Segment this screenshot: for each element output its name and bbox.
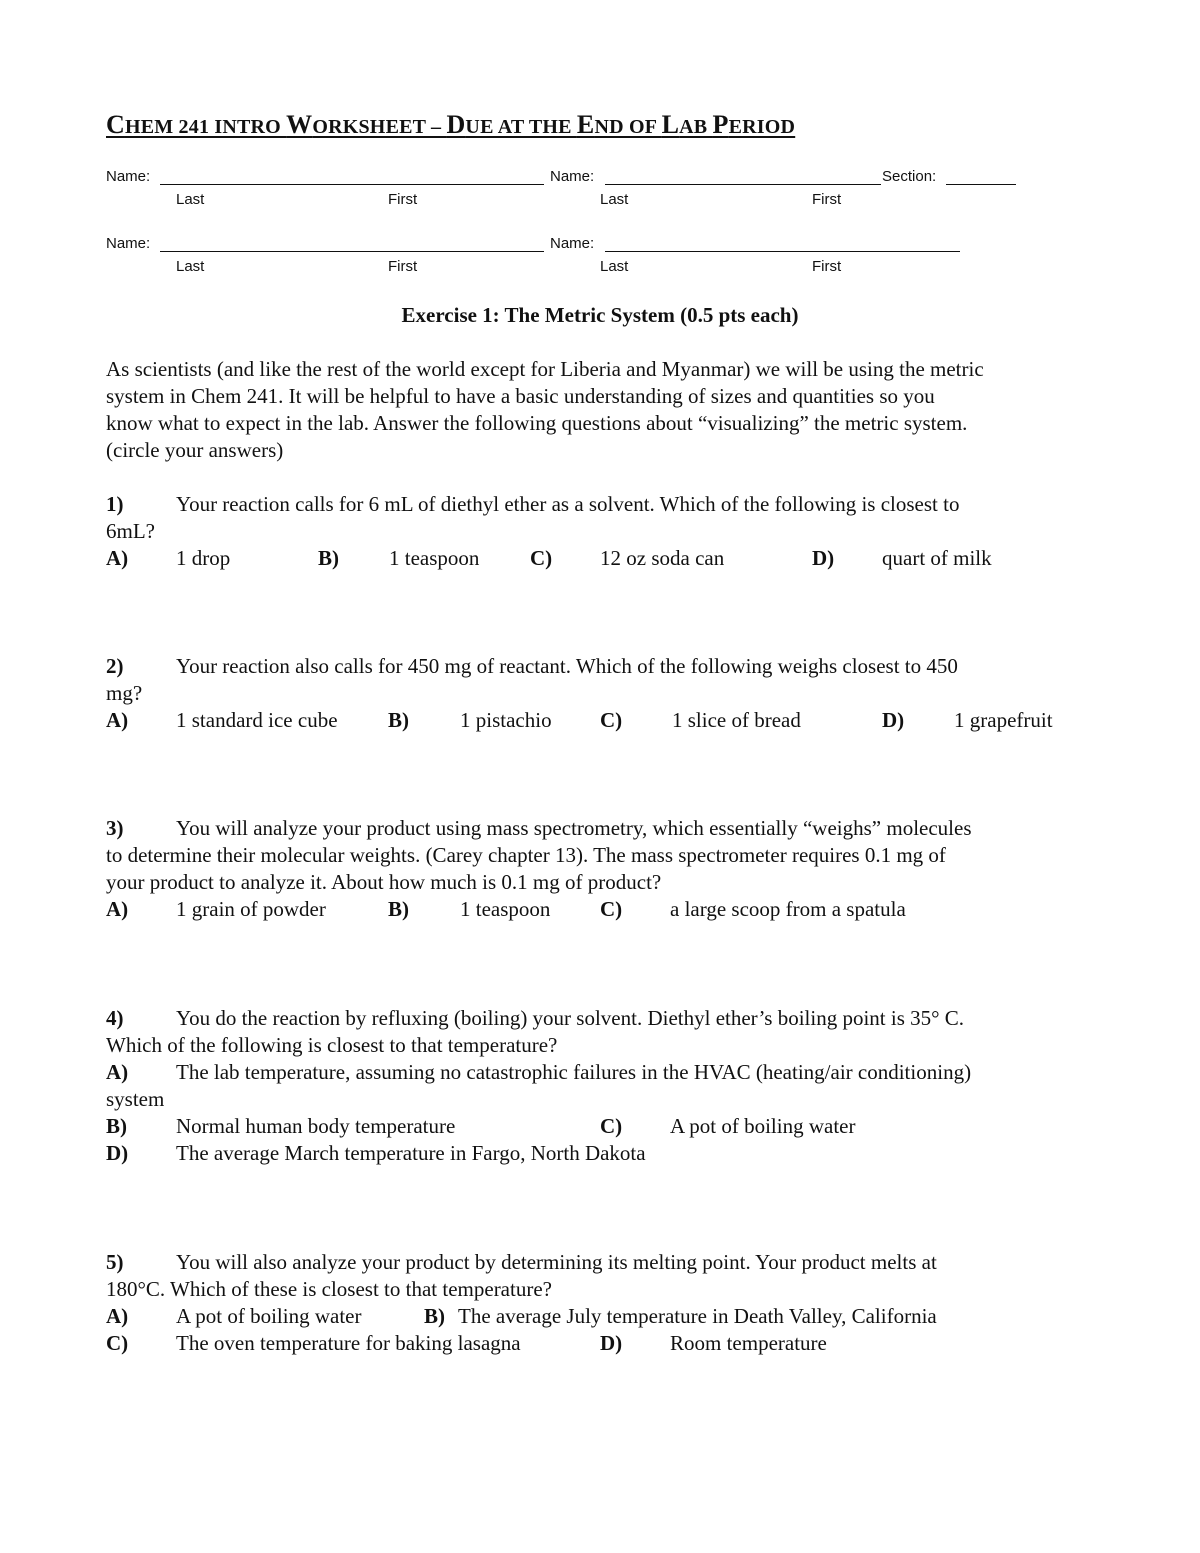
intro-line: (circle your answers) [106, 438, 284, 462]
title-part: HEM 241 INTRO [124, 116, 287, 138]
option-text[interactable]: The oven temperature for baking lasagna [176, 1331, 521, 1355]
question-text-cont: mg? [106, 681, 143, 705]
option-letter: B) [388, 708, 409, 732]
first-label: First [812, 258, 842, 275]
question-1 [106, 491, 959, 518]
option-text[interactable]: a large scoop from a spatula [670, 897, 906, 921]
option-text[interactable]: quart of milk [882, 546, 992, 570]
option-letter: D) [812, 546, 835, 570]
option-text[interactable]: Room temperature [670, 1331, 827, 1355]
intro-line: As scientists (and like the rest of the world except for Liberia and Myanmar) we will be using the metric [106, 357, 984, 381]
question-number: 5) [106, 1250, 124, 1274]
option-letter: A) [106, 897, 129, 921]
title-part: UE AT THE [465, 116, 577, 138]
name-label-2: Name: [550, 168, 595, 185]
option-text[interactable]: A pot of boiling water [670, 1114, 856, 1138]
option-letter: D) [106, 1141, 129, 1165]
option-letter: A) [106, 1304, 129, 1328]
option-text[interactable]: 12 oz soda can [600, 546, 725, 570]
intro-line: know what to expect in the lab. Answer the following questions about “visualizing” the metric system. [106, 411, 968, 435]
question-3 [106, 815, 972, 842]
last-label: Last [176, 258, 205, 275]
option-letter: D) [600, 1331, 623, 1355]
name-label-1: Name: [106, 168, 151, 185]
question-text-cont: your product to analyze it. About how much is 0.1 mg of product? [106, 870, 662, 894]
option-letter: B) [106, 1114, 127, 1138]
option-text[interactable]: 1 pistachio [460, 708, 552, 732]
option-letter: C) [530, 546, 553, 570]
option-text[interactable]: A pot of boiling water [176, 1304, 362, 1328]
question-text: Your reaction also calls for 450 mg of reactant. Which of the following weighs closest to 450 [176, 654, 958, 678]
option-text[interactable]: 1 grapefruit [954, 708, 1053, 732]
option-letter: B) [318, 546, 339, 570]
title-part: D [446, 110, 466, 139]
option-letter: C) [600, 897, 623, 921]
section-label: Section: [882, 168, 937, 185]
title-part: AB [679, 116, 713, 138]
option-letter: C) [600, 708, 623, 732]
first-label: First [388, 258, 418, 275]
title-part: ORKSHEET – [312, 116, 447, 138]
option-letter: A) [106, 546, 129, 570]
title-part: W [286, 110, 313, 139]
first-label: First [812, 191, 842, 208]
last-label: Last [176, 191, 205, 208]
title-part: C [106, 110, 125, 139]
name-field-4[interactable] [605, 251, 960, 252]
question-2 [106, 653, 958, 680]
option-letter: D) [882, 708, 905, 732]
title-part: E [576, 110, 595, 139]
name-field-2[interactable] [605, 184, 881, 185]
option-text[interactable]: The average July temperature in Death Valley, California [458, 1304, 937, 1328]
option-letter: B) [388, 897, 409, 921]
option-text[interactable]: 1 slice of bread [672, 708, 801, 732]
option-text[interactable]: 1 drop [176, 546, 231, 570]
question-text: Your reaction calls for 6 mL of diethyl ether as a solvent. Which of the following is closest to [176, 492, 960, 516]
option-text[interactable]: The lab temperature, assuming no catastrophic failures in the HVAC (heating/air conditioning) [176, 1060, 972, 1084]
question-text-cont: Which of the following is closest to that temperature? [106, 1033, 558, 1057]
option-text[interactable]: 1 grain of powder [176, 897, 326, 921]
exercise-title: Exercise 1: The Metric System (0.5 pts each) [401, 303, 799, 327]
title-part: L [661, 110, 680, 139]
question-text-cont: 6mL? [106, 519, 155, 543]
name-field-1[interactable] [160, 184, 544, 185]
last-label: Last [600, 191, 629, 208]
option-letter: B) [424, 1304, 445, 1328]
title-part: P [712, 110, 729, 139]
question-5 [106, 1249, 937, 1276]
option-text[interactable]: The average March temperature in Fargo, North Dakota [176, 1141, 646, 1165]
question-number: 3) [106, 816, 124, 840]
question-text: You will also analyze your product by determining its melting point. Your product melts at [176, 1250, 937, 1274]
name-label-4: Name: [550, 235, 595, 252]
option-letter: A) [106, 1060, 129, 1084]
title-part: ERIOD [728, 116, 796, 138]
page-title [106, 110, 795, 140]
question-text-cont: to determine their molecular weights. (Carey chapter 13). The mass spectrometer requires 0.1 mg of [106, 843, 946, 867]
last-label: Last [600, 258, 629, 275]
question-number: 4) [106, 1006, 124, 1030]
first-label: First [388, 191, 418, 208]
name-field-3[interactable] [160, 251, 544, 252]
question-4 [106, 1005, 964, 1032]
option-text[interactable]: 1 standard ice cube [176, 708, 338, 732]
question-number: 2) [106, 654, 124, 678]
title-part: ND OF [594, 116, 662, 138]
question-text: You do the reaction by refluxing (boiling) your solvent. Diethyl ether’s boiling point is 35° C. [176, 1006, 965, 1030]
option-letter: C) [600, 1114, 623, 1138]
section-field[interactable] [946, 184, 1016, 185]
intro-line: system in Chem 241. It will be helpful to have a basic understanding of sizes and quantities so you [106, 384, 935, 408]
option-text[interactable]: 1 teaspoon [460, 897, 551, 921]
option-letter: C) [106, 1331, 129, 1355]
question-number: 1) [106, 492, 124, 516]
option-text[interactable]: 1 teaspoon [389, 546, 480, 570]
question-text: You will analyze your product using mass spectrometry, which essentially “weighs” molecules [176, 816, 972, 840]
question-text-cont: 180°C. Which of these is closest to that temperature? [106, 1277, 552, 1301]
option-text-cont[interactable]: system [106, 1087, 165, 1111]
option-letter: A) [106, 708, 129, 732]
option-text[interactable]: Normal human body temperature [176, 1114, 456, 1138]
name-label-3: Name: [106, 235, 151, 252]
